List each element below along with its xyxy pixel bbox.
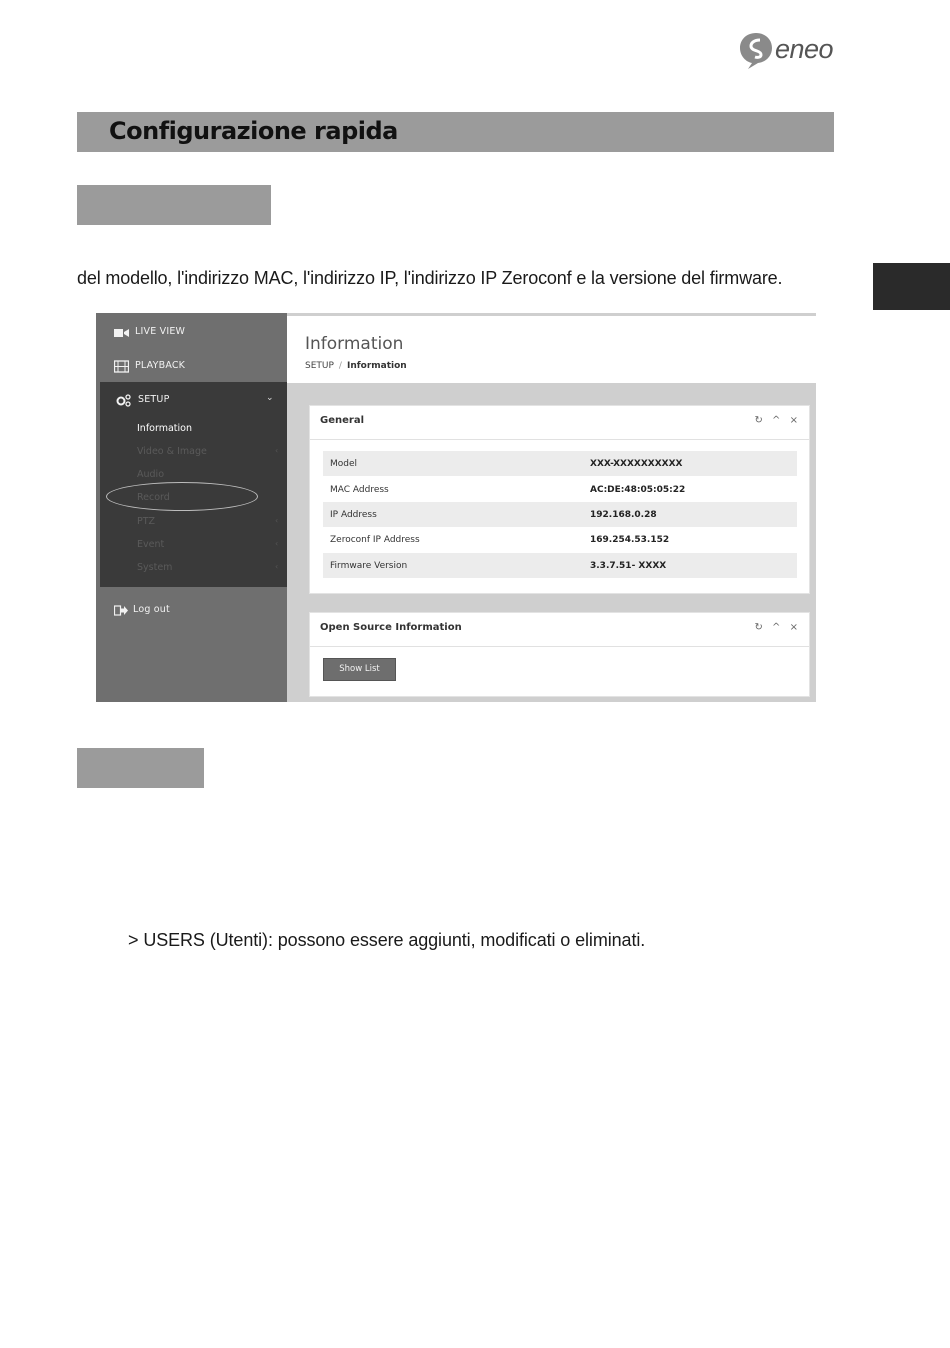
table-row: [323, 451, 797, 476]
row-key: Zeroconf IP Address: [330, 535, 420, 545]
nav-setup-label: SETUP: [138, 394, 170, 405]
video-camera-icon: [114, 326, 129, 339]
row-value: AC:DE:48:05:05:22: [590, 485, 686, 495]
setup-menu: [100, 382, 287, 587]
row-key: MAC Address: [330, 485, 389, 495]
table-row: [323, 527, 797, 552]
sub-item-audio[interactable]: Audio: [137, 469, 165, 480]
section-title: Configurazione rapida: [109, 117, 398, 145]
row-key: IP Address: [330, 510, 377, 520]
row-key: Model: [330, 459, 358, 469]
page-title: Information: [305, 334, 404, 354]
chapter-tab: [873, 263, 950, 310]
section-title-bar: [77, 112, 834, 152]
breadcrumb-separator: /: [338, 361, 342, 371]
sub-item-record[interactable]: Record: [137, 492, 170, 503]
row-key: Firmware Version: [330, 561, 408, 571]
sidebar: [96, 313, 287, 702]
sub-item-event[interactable]: Event: [137, 539, 165, 550]
row-value: 169.254.53.152: [590, 535, 670, 545]
chevron-down-icon: ⌄: [266, 393, 274, 403]
row-value: 3.3.7.51- XXXX: [590, 561, 667, 571]
nav-logout[interactable]: [96, 594, 287, 628]
panel-tools-icons[interactable]: ↻ ^ ×: [754, 415, 801, 426]
show-list-button[interactable]: Show List: [323, 658, 396, 681]
subheading-block: [77, 748, 204, 788]
page-header: [287, 316, 816, 383]
nav-logout-label: Log out: [133, 604, 170, 615]
sub-item-system[interactable]: System: [137, 562, 173, 573]
intro-paragraph: del modello, l'indirizzo MAC, l'indirizzo IP, l'indirizzo IP Zeroconf e la versione del firmware.: [77, 268, 783, 288]
web-ui-screenshot: [96, 313, 816, 702]
nav-playback[interactable]: [96, 350, 287, 384]
film-icon: [114, 360, 129, 373]
panel-divider: [310, 439, 809, 440]
chevron-left-icon: ‹: [275, 446, 279, 455]
chevron-left-icon: ‹: [275, 562, 279, 571]
row-value: 192.168.0.28: [590, 510, 657, 520]
highlight-oval: [106, 482, 258, 511]
table-row: [323, 553, 797, 578]
eneo-logo: [738, 30, 838, 70]
breadcrumb: [305, 361, 407, 371]
chevron-left-icon: ‹: [275, 539, 279, 548]
nav-playback-label: PLAYBACK: [135, 360, 186, 371]
bullet-item-users: > USERS (Utenti): possono essere aggiunti, modificati o eliminati.: [128, 930, 646, 950]
general-panel: [309, 405, 810, 594]
sub-item-ptz[interactable]: PTZ: [137, 516, 156, 527]
nav-live-view-label: LIVE VIEW: [135, 326, 186, 337]
chevron-left-icon: ‹: [275, 516, 279, 525]
nav-live-view[interactable]: [96, 316, 287, 350]
breadcrumb-current: Information: [346, 361, 407, 371]
subheading-block: [77, 185, 271, 225]
general-panel-title: General: [320, 415, 364, 426]
breadcrumb-parent[interactable]: SETUP: [305, 361, 334, 371]
nav-setup[interactable]: [96, 384, 287, 418]
open-source-panel: [309, 612, 810, 697]
table-row: [323, 502, 797, 527]
logout-icon: [114, 604, 129, 617]
sub-item-information[interactable]: Information: [137, 423, 192, 434]
logo-wordmark: eneo: [775, 34, 834, 64]
main-content: [287, 313, 816, 702]
row-value: XXX-XXXXXXXXXX: [590, 459, 683, 469]
open-source-panel-title: Open Source Information: [320, 622, 462, 633]
panel-divider: [310, 646, 809, 647]
gears-icon: [116, 394, 131, 407]
sub-item-video-image[interactable]: Video & Image: [137, 446, 207, 457]
panel-tools-icons[interactable]: ↻ ^ ×: [754, 622, 801, 633]
table-row: [323, 477, 797, 502]
